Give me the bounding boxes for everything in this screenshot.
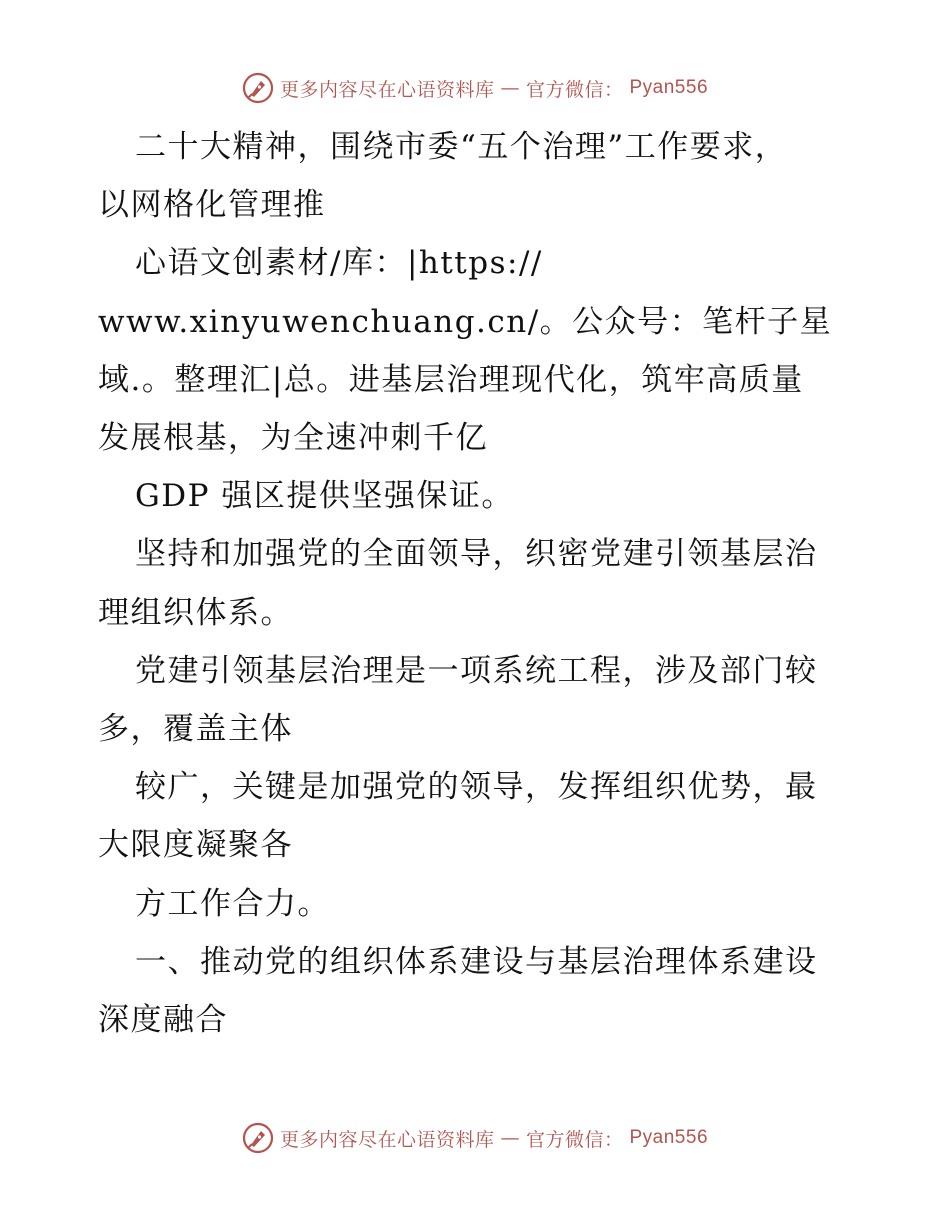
pen-nib-logo-icon — [242, 1122, 274, 1154]
watermark-contact-label: 官方微信： — [525, 78, 624, 101]
watermark-contact-label: 官方微信： — [525, 1128, 624, 1151]
text-line: 较广，关键是加强党的领导，发挥组织优势，最 — [135, 769, 818, 806]
watermark-separator: — — [500, 77, 520, 99]
text-line: 二十大精神，围绕市委“五个治理”工作要求， — [135, 129, 788, 165]
text-line: 党建引领基层治理是一项系统工程，涉及部门较 — [135, 652, 818, 689]
text-line: www.xinyuwenchuang.cn/。公众号：笔杆子星 — [98, 303, 833, 340]
text-line: 大限度凝聚各 — [98, 827, 293, 864]
text-line: 以网格化管理推 — [98, 187, 326, 224]
text-line: 深度融合 — [98, 1002, 228, 1039]
footer-watermark — [0, 1122, 950, 1154]
text-line: 心语文创素材/库：|https:// — [135, 245, 543, 282]
text-line: 域.。整理汇|总。进基层治理现代化，筑牢高质量 — [98, 361, 804, 398]
text-line: 方工作合力。 — [135, 885, 330, 922]
watermark-contact-id: Pyan556 — [629, 1127, 709, 1148]
watermark-brand: 更多内容尽在心语资料库 — [279, 1128, 495, 1151]
text-line: 坚持和加强党的全面领导，织密党建引领基层治 — [135, 536, 818, 573]
text-line: GDP 强区提供坚强保证。 — [135, 478, 514, 515]
document-body — [98, 118, 858, 1049]
watermark-contact-id: Pyan556 — [629, 77, 709, 98]
header-watermark — [0, 72, 950, 104]
text-line: 理组织体系。 — [98, 594, 293, 631]
text-line: 多，覆盖主体 — [98, 711, 293, 748]
pen-nib-logo-icon — [242, 72, 274, 104]
text-line: 发展根基，为全速冲刺千亿 — [98, 420, 488, 457]
watermark-separator: — — [500, 1127, 520, 1149]
text-line: 一、推动党的组织体系建设与基层治理体系建设 — [135, 943, 818, 980]
watermark-brand: 更多内容尽在心语资料库 — [279, 78, 495, 101]
